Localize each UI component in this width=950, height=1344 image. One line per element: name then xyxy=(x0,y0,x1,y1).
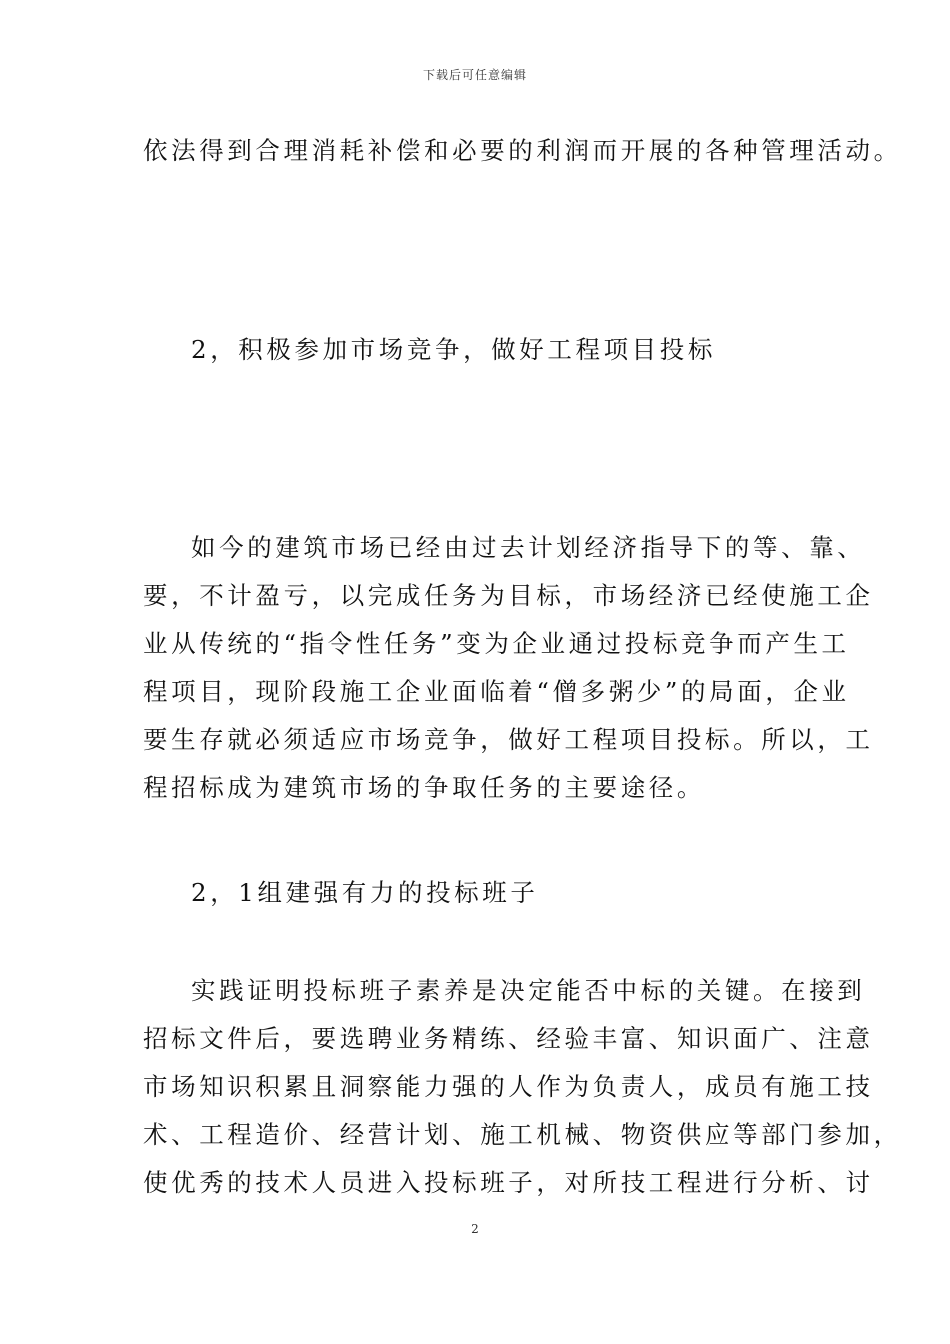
page-header-note: 下载后可任意编辑 xyxy=(422,68,527,82)
subsection-heading: 2，1组建强有力的投标班子 xyxy=(191,878,539,907)
paragraph-line: 实践证明投标班子素养是决定能否中标的关键。在接到 xyxy=(191,976,866,1005)
paragraph-line: 业从传统的“指令性任务”变为企业通过投标竞争而产生工 xyxy=(143,629,850,658)
paragraph-line: 术、工程造价、经营计划、施工机械、物资供应等部门参加， xyxy=(143,1120,902,1149)
paragraph-line: 程项目，现阶段施工企业面临着“僧多粥少”的局面，企业 xyxy=(143,677,850,706)
paragraph-line: 依法得到合理消耗补偿和必要的利润而开展的各种管理活动。 xyxy=(143,136,902,165)
page-number: 2 xyxy=(471,1222,479,1236)
paragraph-line: 程招标成为建筑市场的争取任务的主要途径。 xyxy=(143,773,705,802)
paragraph-line: 如今的建筑市场已经由过去计划经济指导下的等、靠、 xyxy=(191,533,866,562)
paragraph-line: 要，不计盈亏，以完成任务为目标，市场经济已经使施工企 xyxy=(143,581,874,610)
section-heading: 2，积极参加市场竞争，做好工程项目投标 xyxy=(191,335,716,364)
paragraph-line: 要生存就必须适应市场竞争，做好工程项目投标。所以，工 xyxy=(143,725,874,754)
paragraph-line: 招标文件后，要选聘业务精练、经验丰富、知识面广、注意 xyxy=(143,1024,874,1053)
paragraph-line: 使优秀的技术人员进入投标班子，对所技工程进行分析、讨 xyxy=(143,1168,874,1197)
paragraph-line: 市场知识积累且洞察能力强的人作为负责人，成员有施工技 xyxy=(143,1072,874,1101)
